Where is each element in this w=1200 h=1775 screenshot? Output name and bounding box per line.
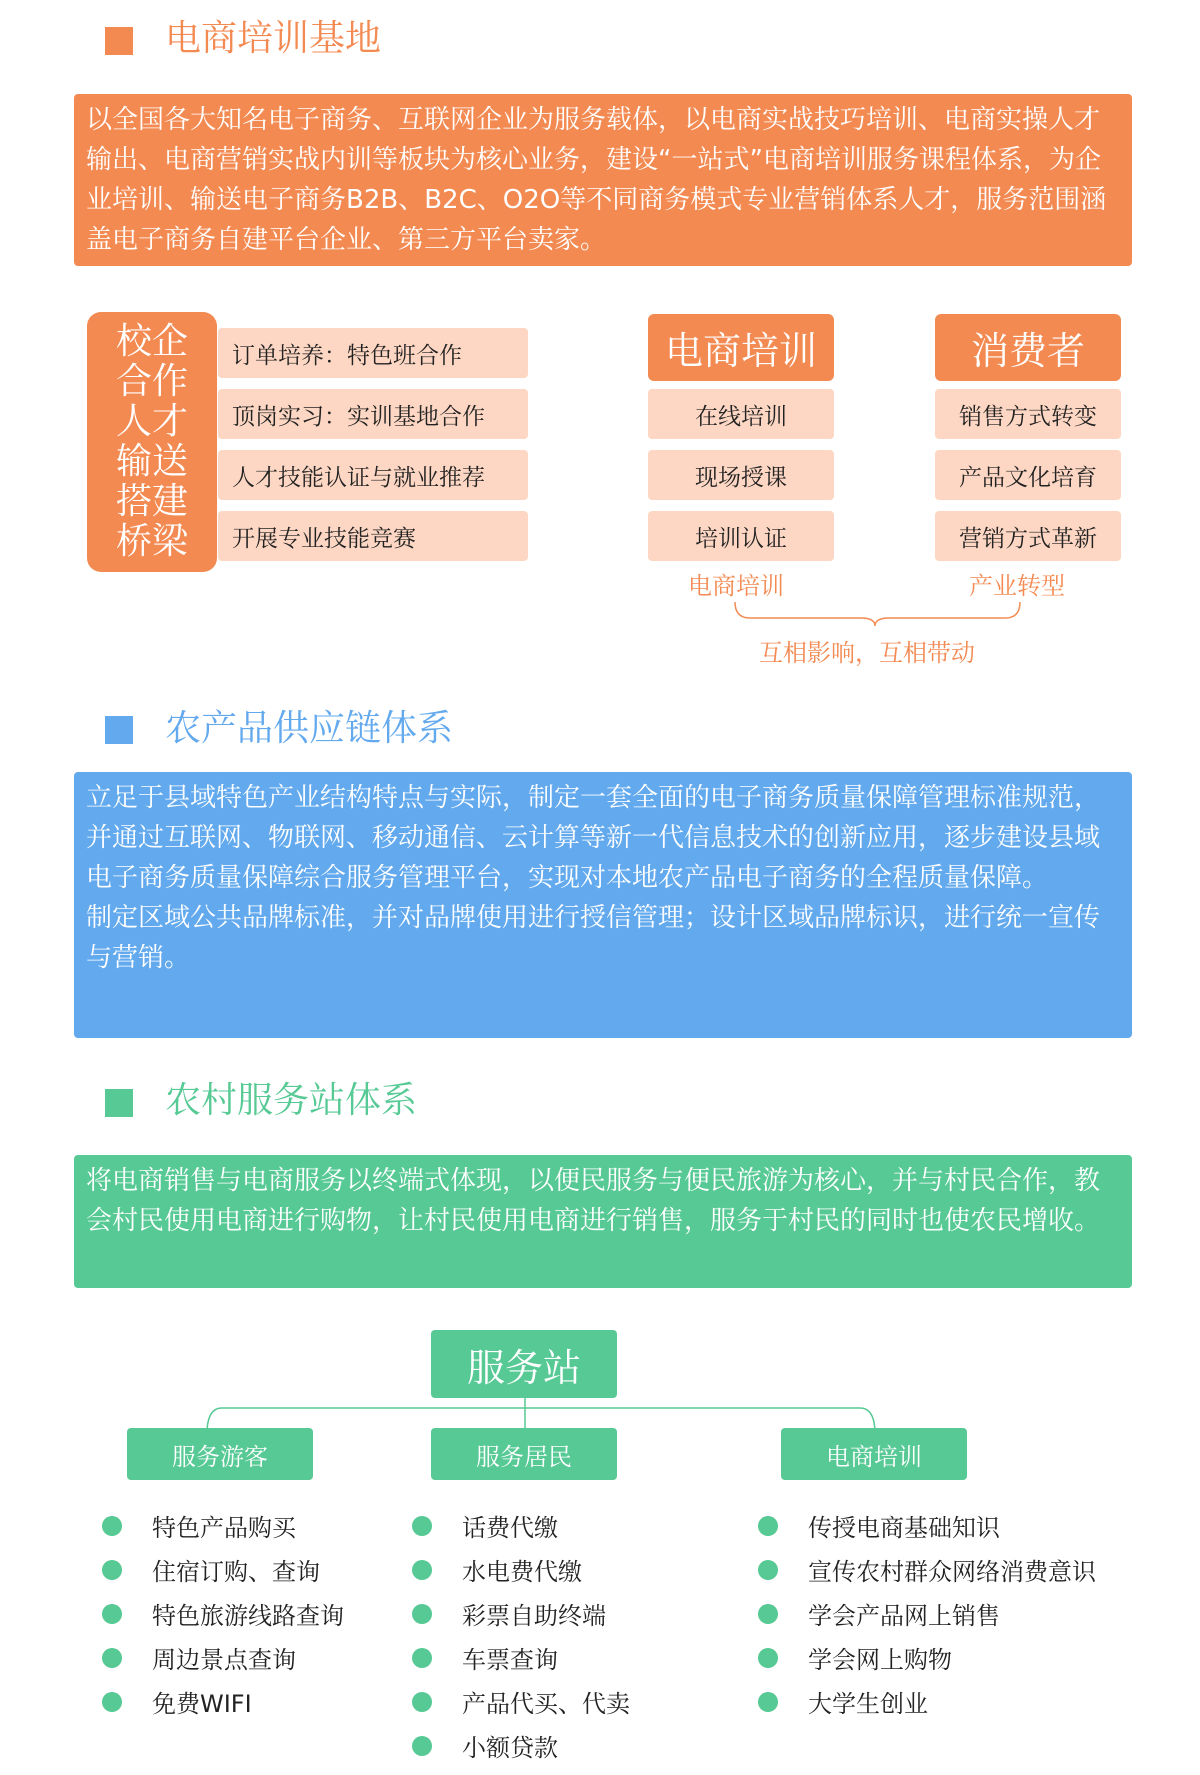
cooperation-item: 人才技能认证与就业推荐 (218, 450, 528, 500)
section-marker-icon (105, 716, 133, 744)
supply-chain-paragraph: 立足于县域特色产业结构特点与实际，制定一套全面的电子商务质量保障管理标准规范，并通过互联网、物联网、移动通信、云计算等新一代信息技术的创新应用，逐步建设县域电子商务质量保障综合服务管理平台，实现对本地农产品电子商务的全程质量保障。 (86, 783, 1101, 893)
consumer-footer: 产业转型 (969, 572, 1065, 600)
cooperation-line: 输送 (115, 441, 188, 482)
training-item: 培训认证 (648, 511, 834, 561)
list-item (102, 1640, 296, 1675)
training-paragraph: 以全国各大知名电子商务、互联网企业为服务载体，以电商实战技巧培训、电商实操人才输出、电商营销实战内训等板块为核心业务，建设“一站式”电商培训服务课程体系，为企业培训、输送电子商务B2B、B2C、O2O等不同商务模式专业营销体系人才，服务范围涵盖电子商务自建平台企业、第三方平台卖家。 (86, 105, 1107, 255)
consumer-item: 销售方式转变 (935, 389, 1121, 439)
bullet-dot-icon (412, 1736, 432, 1756)
list-item-text: 周边景点查询 (152, 1646, 296, 1674)
bullet-dot-icon (412, 1604, 432, 1624)
list-item (102, 1552, 320, 1587)
list-item-text: 住宿订购、查询 (152, 1558, 320, 1586)
list-item-text: 产品代买、代卖 (462, 1690, 630, 1718)
list-item (412, 1728, 558, 1763)
list-item (412, 1640, 558, 1675)
section-title-supply-chain: 农产品供应链体系 (165, 708, 454, 749)
training-item: 在线培训 (648, 389, 834, 439)
list-item-text: 传授电商基础知识 (808, 1514, 1000, 1542)
list-item (412, 1552, 582, 1587)
cooperation-line: 合作 (115, 361, 188, 402)
relation-bracket (730, 600, 1030, 626)
rural-station-paragraph: 将电商销售与电商服务以终端式体现，以便民服务与便民旅游为核心，并与村民合作，教会村民使用电商进行购物，让村民使用电商进行销售，服务于村民的同时也使农民增收。 (86, 1166, 1101, 1236)
bullet-dot-icon (412, 1648, 432, 1668)
list-item-text: 大学生创业 (808, 1690, 928, 1718)
consumer-header: 消费者 (935, 314, 1121, 381)
list-item-text: 小额贷款 (462, 1734, 558, 1762)
list-item (758, 1684, 928, 1719)
list-item-text: 话费代缴 (462, 1514, 558, 1542)
consumer-item: 营销方式革新 (935, 511, 1121, 561)
list-item-text: 学会网上购物 (808, 1646, 952, 1674)
bullet-dot-icon (758, 1516, 778, 1536)
rural-station-description (74, 1155, 1132, 1288)
service-category-tourist: 服务游客 (127, 1428, 313, 1480)
cooperation-line: 搭建 (115, 481, 188, 522)
section-marker-icon (105, 27, 133, 55)
service-category-resident: 服务居民 (431, 1428, 617, 1480)
list-item-text: 彩票自助终端 (462, 1602, 606, 1630)
list-item (758, 1552, 1096, 1587)
bullet-dot-icon (102, 1648, 122, 1668)
list-item (102, 1596, 344, 1631)
cooperation-line: 桥梁 (115, 521, 188, 562)
training-header: 电商培训 (648, 314, 834, 381)
list-item-text: 特色旅游线路查询 (152, 1602, 344, 1630)
list-item (758, 1640, 952, 1675)
service-category-training: 电商培训 (781, 1428, 967, 1480)
bullet-dot-icon (758, 1692, 778, 1712)
list-item-text: 水电费代缴 (462, 1558, 582, 1586)
list-item-text: 特色产品购买 (152, 1514, 296, 1542)
bullet-dot-icon (102, 1604, 122, 1624)
list-item (758, 1596, 1000, 1631)
bullet-dot-icon (758, 1648, 778, 1668)
bullet-dot-icon (102, 1560, 122, 1580)
training-item: 现场授课 (648, 450, 834, 500)
relation-text: 互相影响，互相带动 (759, 639, 975, 667)
cooperation-block (87, 312, 217, 572)
list-item-text: 学会产品网上销售 (808, 1602, 1000, 1630)
cooperation-line: 人才 (115, 401, 188, 442)
training-description (74, 94, 1132, 266)
consumer-item: 产品文化培育 (935, 450, 1121, 500)
section-marker-icon (105, 1089, 133, 1117)
list-item (102, 1684, 252, 1719)
cooperation-line: 校企 (115, 321, 188, 362)
bullet-dot-icon (412, 1516, 432, 1536)
bullet-dot-icon (412, 1692, 432, 1712)
bullet-dot-icon (758, 1604, 778, 1624)
list-item-text: 车票查询 (462, 1646, 558, 1674)
bullet-dot-icon (412, 1560, 432, 1580)
cooperation-item: 顶岗实习：实训基地合作 (218, 389, 528, 439)
bullet-dot-icon (102, 1516, 122, 1536)
cooperation-item: 订单培养：特色班合作 (218, 328, 528, 378)
list-item (412, 1596, 606, 1631)
list-item (412, 1508, 558, 1543)
supply-chain-description (74, 772, 1132, 1038)
training-footer: 电商培训 (688, 572, 784, 600)
list-item-text: 免费WIFI (152, 1690, 252, 1718)
list-item (102, 1508, 296, 1543)
section-title-training: 电商培训基地 (165, 18, 382, 59)
list-item-text: 宣传农村群众网络消费意识 (808, 1558, 1096, 1586)
supply-chain-paragraph: 制定区域公共品牌标准，并对品牌使用进行授信管理；设计区域品牌标识，进行统一宣传与营销。 (86, 903, 1101, 973)
bullet-dot-icon (102, 1692, 122, 1712)
list-item (758, 1508, 1000, 1543)
service-station-root: 服务站 (431, 1330, 617, 1398)
bullet-dot-icon (758, 1560, 778, 1580)
section-title-rural-station: 农村服务站体系 (165, 1080, 418, 1121)
cooperation-item: 开展专业技能竞赛 (218, 511, 528, 561)
list-item (412, 1684, 630, 1719)
